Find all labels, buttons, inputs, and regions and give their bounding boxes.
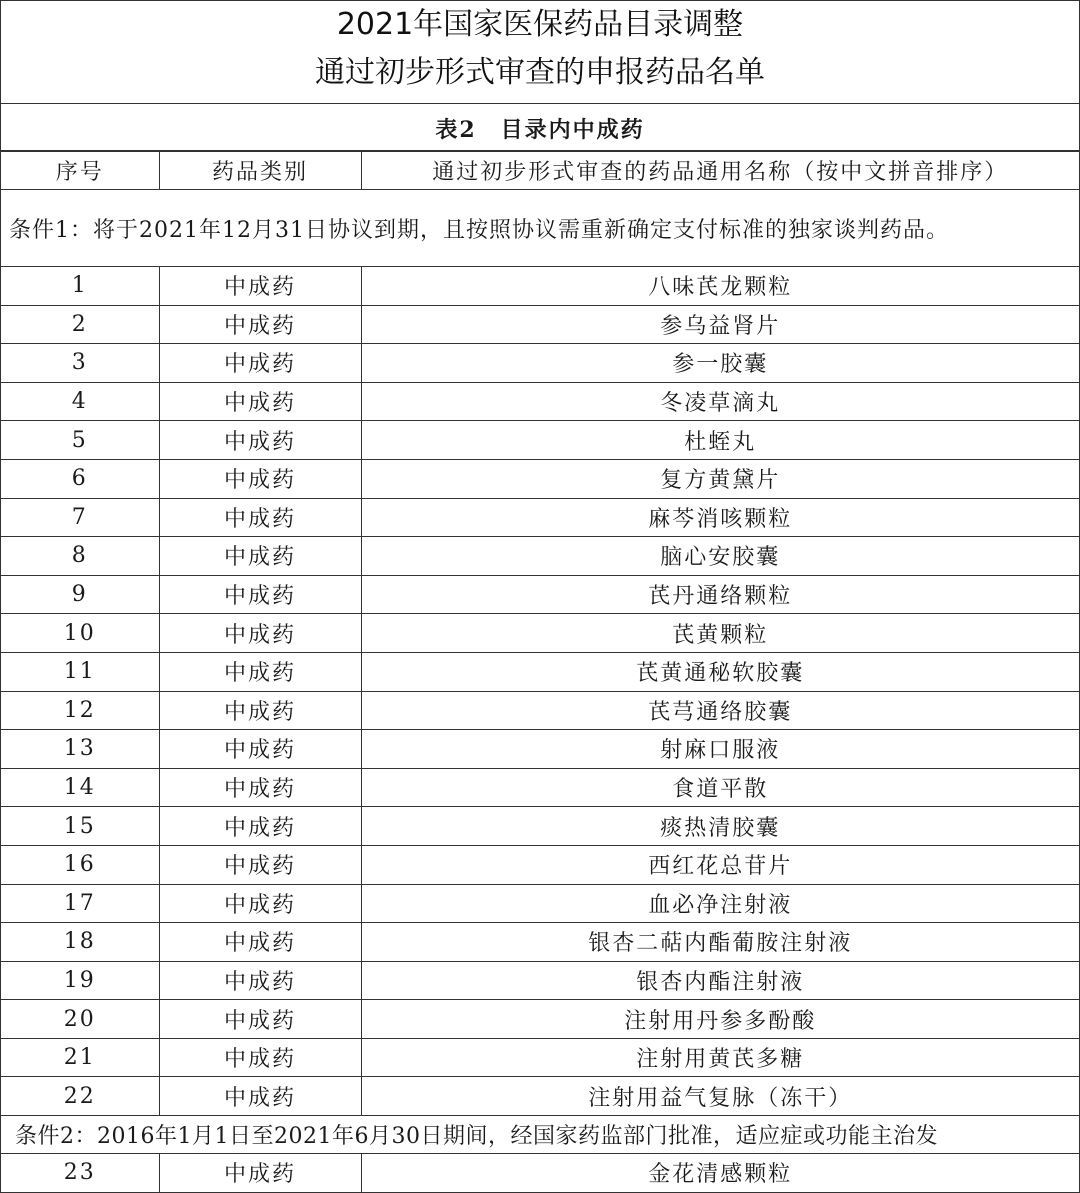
table-row xyxy=(1,382,1079,421)
header-name: 通过初步形式审查的药品通用名称（按中文拼音排序） xyxy=(361,152,1079,190)
header-type: 药品类别 xyxy=(159,152,361,190)
row-category: 中成药 xyxy=(159,421,361,460)
row-drug-name: 芪芎通络胶囊 xyxy=(361,691,1079,730)
row-category: 中成药 xyxy=(159,961,361,1000)
row-drug-name: 芪黄通秘软胶囊 xyxy=(361,652,1079,691)
row-category: 中成药 xyxy=(159,845,361,884)
row-number: 18 xyxy=(1,923,159,962)
row-category: 中成药 xyxy=(159,498,361,537)
table-row xyxy=(1,961,1079,1000)
row-category: 中成药 xyxy=(159,1154,361,1193)
row-drug-name: 芪黄颗粒 xyxy=(361,614,1079,653)
row-drug-name: 银杏二萜内酯葡胺注射液 xyxy=(361,923,1079,962)
header-row xyxy=(1,152,1079,190)
row-drug-name: 参乌益肾片 xyxy=(361,305,1079,344)
row-number: 17 xyxy=(1,884,159,923)
row-number: 21 xyxy=(1,1038,159,1077)
row-number: 5 xyxy=(1,421,159,460)
table-row xyxy=(1,421,1079,460)
row-category: 中成药 xyxy=(159,614,361,653)
row-number: 23 xyxy=(1,1154,159,1193)
row-category: 中成药 xyxy=(159,459,361,498)
table-row xyxy=(1,344,1079,383)
row-category: 中成药 xyxy=(159,575,361,614)
title-line-2: 通过初步形式审查的申报药品名单 xyxy=(315,55,765,90)
row-number: 15 xyxy=(1,807,159,846)
table-row xyxy=(1,1154,1079,1193)
table-row xyxy=(1,614,1079,653)
row-drug-name: 食道平散 xyxy=(361,768,1079,807)
row-number: 8 xyxy=(1,537,159,576)
row-category: 中成药 xyxy=(159,305,361,344)
row-number: 4 xyxy=(1,382,159,421)
row-drug-name: 注射用丹参多酚酸 xyxy=(361,1000,1079,1039)
row-number: 1 xyxy=(1,267,159,306)
table-row xyxy=(1,807,1079,846)
condition-1-text: 条件1：将于2021年12月31日协议到期，且按照协议需重新确定支付标准的独家谈判药品。 xyxy=(1,190,1079,267)
row-number: 11 xyxy=(1,652,159,691)
row-category: 中成药 xyxy=(159,537,361,576)
row-number: 14 xyxy=(1,768,159,807)
row-drug-name: 麻芩消咳颗粒 xyxy=(361,498,1079,537)
table-row xyxy=(1,305,1079,344)
row-category: 中成药 xyxy=(159,267,361,306)
row-number: 9 xyxy=(1,575,159,614)
row-number: 6 xyxy=(1,459,159,498)
row-number: 20 xyxy=(1,1000,159,1039)
condition-1-row xyxy=(1,190,1079,267)
row-drug-name: 血必净注射液 xyxy=(361,884,1079,923)
table-row xyxy=(1,1077,1079,1116)
row-category: 中成药 xyxy=(159,652,361,691)
row-drug-name: 注射用益气复脉（冻干） xyxy=(361,1077,1079,1116)
row-drug-name: 射麻口服液 xyxy=(361,730,1079,769)
row-drug-name: 痰热清胶囊 xyxy=(361,807,1079,846)
row-category: 中成药 xyxy=(159,923,361,962)
table-subtitle: 表2 目录内中成药 xyxy=(1,104,1079,151)
row-category: 中成药 xyxy=(159,807,361,846)
row-drug-name: 金花清感颗粒 xyxy=(361,1154,1079,1193)
row-number: 19 xyxy=(1,961,159,1000)
row-number: 22 xyxy=(1,1077,159,1116)
table-row xyxy=(1,845,1079,884)
row-drug-name: 杜蛭丸 xyxy=(361,421,1079,460)
table-row xyxy=(1,923,1079,962)
row-category: 中成药 xyxy=(159,730,361,769)
title-block xyxy=(1,1,1079,104)
row-category: 中成药 xyxy=(159,1077,361,1116)
row-drug-name: 脑心安胶囊 xyxy=(361,537,1079,576)
table-row xyxy=(1,498,1079,537)
table-row xyxy=(1,768,1079,807)
condition-2-text: 条件2：2016年1月1日至2021年6月30日期间，经国家药监部门批准，适应症或功能主治发 xyxy=(1,1116,1079,1154)
table-row xyxy=(1,730,1079,769)
drug-table xyxy=(1,151,1079,1193)
row-category: 中成药 xyxy=(159,884,361,923)
table-row xyxy=(1,537,1079,576)
table-row xyxy=(1,459,1079,498)
table-row xyxy=(1,884,1079,923)
table-row xyxy=(1,691,1079,730)
table-row xyxy=(1,267,1079,306)
row-number: 3 xyxy=(1,344,159,383)
table-row xyxy=(1,1000,1079,1039)
row-drug-name: 注射用黄芪多糖 xyxy=(361,1038,1079,1077)
table-row xyxy=(1,652,1079,691)
row-number: 2 xyxy=(1,305,159,344)
condition-2-row xyxy=(1,1116,1079,1154)
row-category: 中成药 xyxy=(159,768,361,807)
row-drug-name: 参一胶囊 xyxy=(361,344,1079,383)
row-number: 12 xyxy=(1,691,159,730)
row-drug-name: 冬凌草滴丸 xyxy=(361,382,1079,421)
title-line-1: 2021年国家医保药品目录调整 xyxy=(336,7,744,42)
row-category: 中成药 xyxy=(159,1038,361,1077)
row-number: 7 xyxy=(1,498,159,537)
header-no: 序号 xyxy=(1,152,159,190)
row-category: 中成药 xyxy=(159,1000,361,1039)
row-drug-name: 芪丹通络颗粒 xyxy=(361,575,1079,614)
row-category: 中成药 xyxy=(159,344,361,383)
row-drug-name: 银杏内酯注射液 xyxy=(361,961,1079,1000)
row-number: 13 xyxy=(1,730,159,769)
row-category: 中成药 xyxy=(159,691,361,730)
row-drug-name: 八味芪龙颗粒 xyxy=(361,267,1079,306)
row-category: 中成药 xyxy=(159,382,361,421)
row-number: 16 xyxy=(1,845,159,884)
table-row xyxy=(1,1038,1079,1077)
row-drug-name: 复方黄黛片 xyxy=(361,459,1079,498)
table-row xyxy=(1,575,1079,614)
row-drug-name: 西红花总苷片 xyxy=(361,845,1079,884)
row-number: 10 xyxy=(1,614,159,653)
